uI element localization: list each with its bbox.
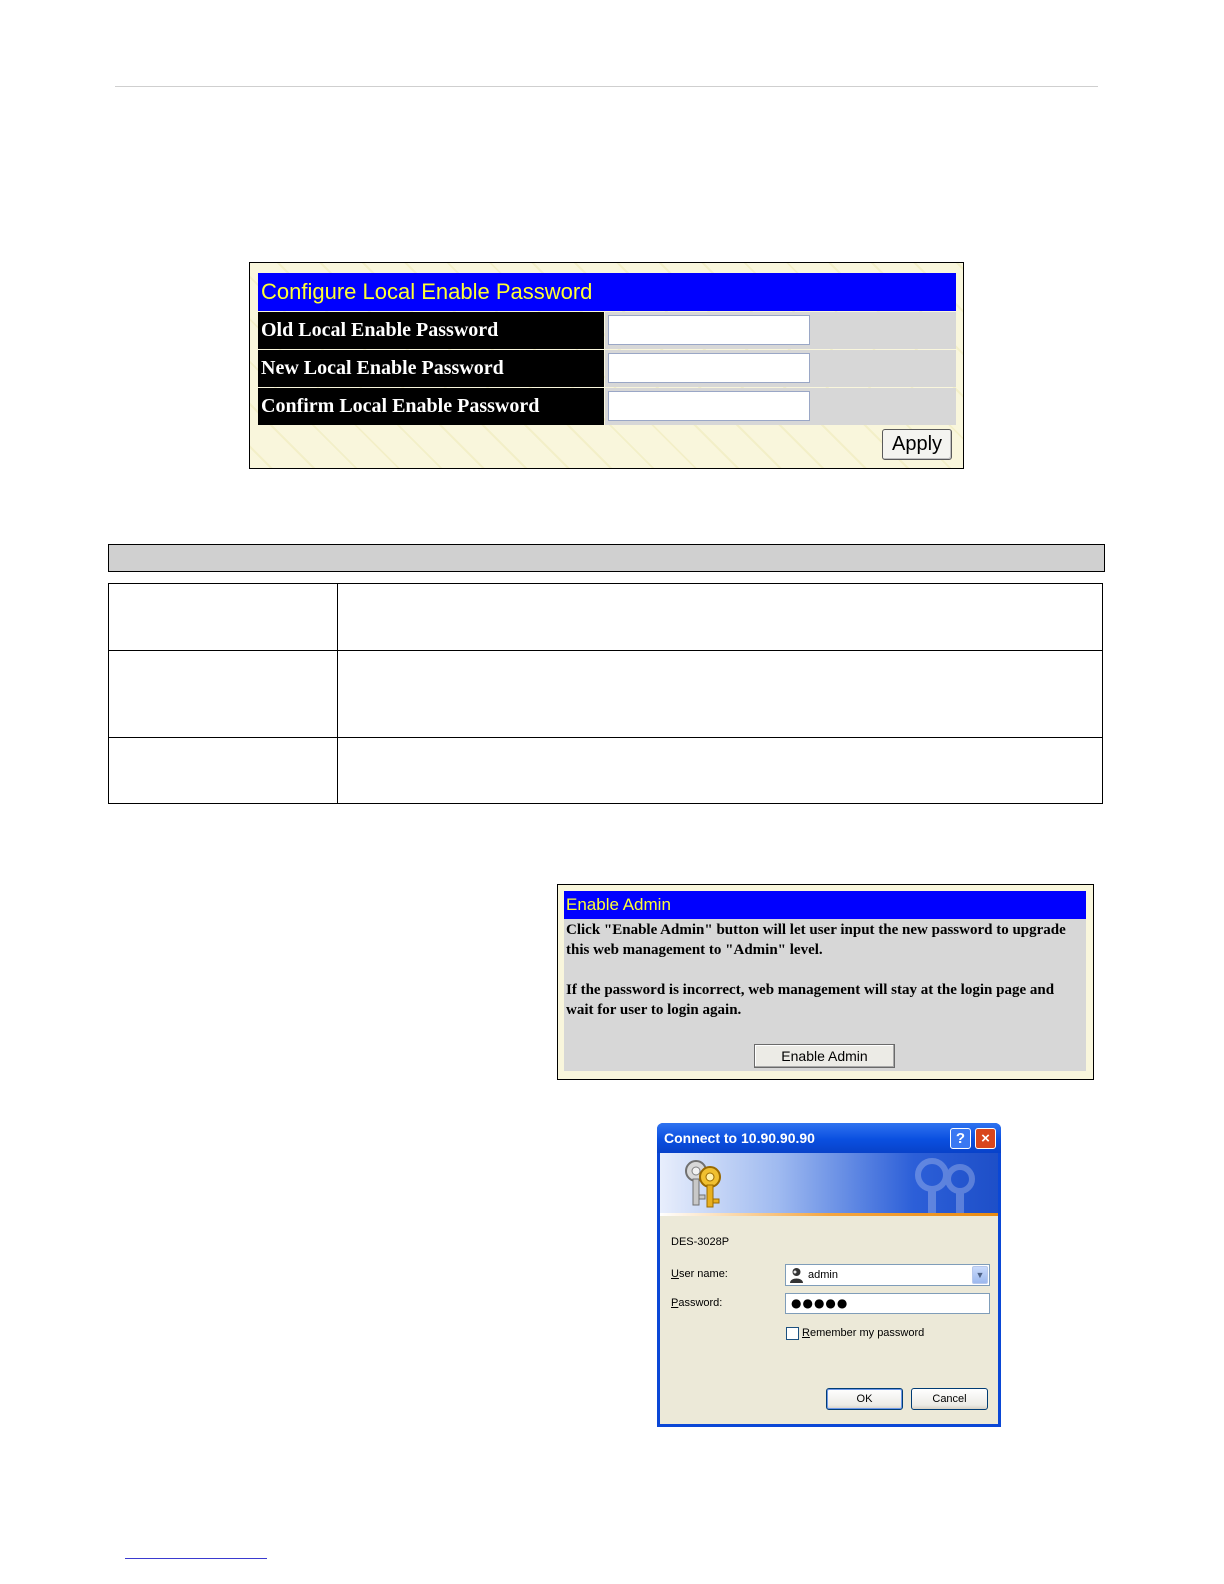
new-password-row (258, 350, 956, 387)
configure-local-enable-password-panel (249, 262, 964, 469)
help-button[interactable]: ? (950, 1128, 971, 1149)
table-column-divider (337, 584, 338, 803)
site-name: DES-3028P (671, 1236, 730, 1248)
table-row-divider (109, 650, 1102, 651)
enable-admin-body (564, 919, 1086, 1071)
user-icon (789, 1267, 804, 1283)
username-combobox[interactable] (785, 1264, 990, 1286)
old-password-label: Old Local Enable Password (258, 312, 604, 349)
confirm-password-cell (605, 388, 956, 425)
username-label (671, 1268, 728, 1280)
parameter-table-header (108, 544, 1105, 572)
enable-admin-paragraph-1: Click "Enable Admin" button will let user input the new password to upgrade this web management to "Admin" level. (566, 922, 1066, 958)
enable-admin-panel (557, 884, 1094, 1080)
close-button[interactable]: × (975, 1128, 996, 1149)
panel-title: Configure Local Enable Password (258, 273, 956, 311)
password-mnemonic: P (671, 1297, 679, 1309)
footer-link-underline (125, 1558, 267, 1559)
username-value: admin (808, 1269, 838, 1281)
password-label-text: assword: (678, 1297, 723, 1309)
dialog-banner (660, 1153, 998, 1216)
page-header-rule (115, 86, 1098, 87)
confirm-password-row (258, 388, 956, 425)
table-row-divider (109, 737, 1102, 738)
dialog-client-area (660, 1153, 998, 1424)
old-password-cell (605, 312, 956, 349)
enable-admin-title: Enable Admin (564, 891, 1086, 919)
username-label-text: ser name: (678, 1268, 728, 1280)
confirm-password-input[interactable] (608, 391, 810, 421)
new-password-cell (605, 350, 956, 387)
remember-password-checkbox[interactable] (786, 1327, 799, 1340)
confirm-password-label: Confirm Local Enable Password (258, 388, 604, 425)
dialog-title: Connect to 10.90.90.90 (657, 1123, 1001, 1153)
keys-watermark-icon (902, 1157, 982, 1213)
cancel-button[interactable]: Cancel (911, 1388, 988, 1410)
old-password-row (258, 312, 956, 349)
new-password-input[interactable] (608, 353, 810, 383)
keys-icon (678, 1157, 728, 1211)
enable-admin-button[interactable]: Enable Admin (754, 1044, 895, 1068)
enable-admin-paragraph-2: If the password is incorrect, web management will stay at the login page and wait for user to login again. (566, 982, 1055, 1018)
apply-button[interactable]: Apply (882, 429, 952, 460)
remember-label-text: emember my password (809, 1327, 925, 1339)
new-password-label: New Local Enable Password (258, 350, 604, 387)
password-input[interactable]: ●●●●● (785, 1293, 990, 1314)
ok-button[interactable]: OK (826, 1388, 903, 1410)
remember-password-label[interactable] (802, 1327, 924, 1339)
parameter-table (108, 583, 1103, 804)
banner-accent-line (660, 1213, 998, 1216)
old-password-input[interactable] (608, 315, 810, 345)
login-dialog (657, 1123, 1001, 1427)
password-label (671, 1297, 722, 1309)
chevron-down-icon[interactable]: ▼ (972, 1266, 988, 1284)
username-mnemonic: U (671, 1268, 679, 1280)
remember-mnemonic: R (802, 1327, 810, 1339)
